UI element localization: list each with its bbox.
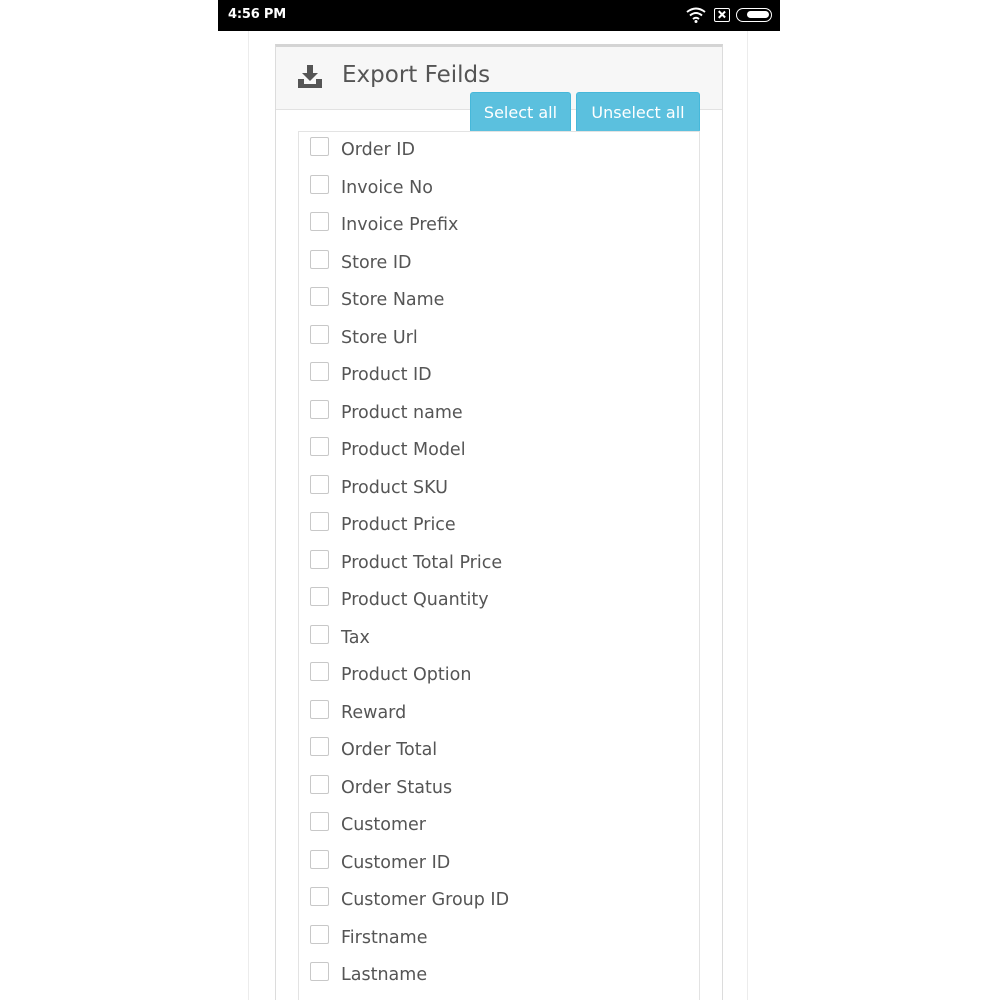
field-checkbox[interactable] xyxy=(310,175,329,194)
field-row[interactable] xyxy=(299,662,697,692)
sim-icon xyxy=(714,8,730,22)
field-row[interactable] xyxy=(299,475,697,505)
field-checkbox[interactable] xyxy=(310,325,329,344)
field-label: Store Name xyxy=(341,290,445,310)
field-row[interactable] xyxy=(299,400,697,430)
field-checkbox[interactable] xyxy=(310,887,329,906)
page-content xyxy=(248,31,748,1000)
field-checkbox[interactable] xyxy=(310,137,329,156)
field-label: Order ID xyxy=(341,140,415,160)
field-label: Product Price xyxy=(341,515,456,535)
phone-screen xyxy=(218,0,780,1000)
field-checkbox[interactable] xyxy=(310,850,329,869)
status-bar xyxy=(218,0,780,31)
field-label: Customer ID xyxy=(341,852,451,873)
field-checkbox[interactable] xyxy=(310,662,329,681)
field-checkbox[interactable] xyxy=(310,925,329,944)
unselect-all-button[interactable]: Unselect all xyxy=(576,92,700,133)
status-time: 4:56 PM xyxy=(228,7,286,22)
panel-title: Export Feilds xyxy=(342,62,491,88)
field-label: Product Option xyxy=(341,665,472,685)
field-row[interactable] xyxy=(299,737,697,767)
field-row[interactable] xyxy=(299,887,697,917)
field-checkbox[interactable] xyxy=(310,475,329,494)
field-row[interactable] xyxy=(299,587,697,617)
field-row[interactable] xyxy=(299,775,697,805)
field-row[interactable] xyxy=(299,812,697,842)
field-label: Product Total Price xyxy=(341,552,503,573)
field-row[interactable] xyxy=(299,250,697,280)
field-checkbox[interactable] xyxy=(310,700,329,719)
status-icons xyxy=(686,6,772,24)
field-label: Invoice Prefix xyxy=(341,215,459,235)
field-row[interactable] xyxy=(299,325,697,355)
field-row[interactable] xyxy=(299,962,697,992)
field-checkbox[interactable] xyxy=(310,512,329,531)
field-checkbox[interactable] xyxy=(310,550,329,569)
field-label: Tax xyxy=(341,627,370,648)
field-label: Store Url xyxy=(341,327,418,348)
field-label: Order Total xyxy=(341,740,438,760)
select-all-button[interactable]: Select all xyxy=(470,92,571,133)
field-checkbox[interactable] xyxy=(310,362,329,381)
wifi-icon xyxy=(686,7,706,23)
field-row[interactable] xyxy=(299,212,697,242)
field-label: Product ID xyxy=(341,365,432,385)
field-checkbox[interactable] xyxy=(310,737,329,756)
download-icon xyxy=(297,65,323,89)
field-label: Order Status xyxy=(341,777,453,798)
field-checkbox-list[interactable] xyxy=(298,131,700,1000)
battery-icon xyxy=(736,8,772,22)
field-row[interactable] xyxy=(299,362,697,392)
field-label: Firstname xyxy=(341,927,428,948)
field-row[interactable] xyxy=(299,512,697,542)
field-checkbox[interactable] xyxy=(310,250,329,269)
field-row[interactable] xyxy=(299,850,697,880)
field-row[interactable] xyxy=(299,550,697,580)
field-checkbox[interactable] xyxy=(310,287,329,306)
field-label: Invoice No xyxy=(341,177,433,198)
field-label: Product Quantity xyxy=(341,590,489,610)
export-fields-panel xyxy=(275,44,723,1000)
field-label: Customer Group ID xyxy=(341,890,510,910)
field-label: Lastname xyxy=(341,965,428,985)
field-checkbox[interactable] xyxy=(310,437,329,456)
field-row[interactable] xyxy=(299,625,697,655)
field-label: Product SKU xyxy=(341,477,448,498)
field-label: Product Model xyxy=(341,440,466,460)
field-row[interactable] xyxy=(299,925,697,955)
field-checkbox[interactable] xyxy=(310,400,329,419)
field-row[interactable] xyxy=(299,137,697,167)
field-label: Reward xyxy=(341,702,407,723)
field-row[interactable] xyxy=(299,437,697,467)
field-row[interactable] xyxy=(299,287,697,317)
field-checkbox[interactable] xyxy=(310,587,329,606)
field-checkbox[interactable] xyxy=(310,812,329,831)
field-checkbox[interactable] xyxy=(310,775,329,794)
field-checkbox[interactable] xyxy=(310,962,329,981)
field-label: Customer xyxy=(341,815,427,835)
field-checkbox[interactable] xyxy=(310,212,329,231)
field-label: Product name xyxy=(341,402,463,423)
field-checkbox[interactable] xyxy=(310,625,329,644)
field-row[interactable] xyxy=(299,700,697,730)
field-label: Store ID xyxy=(341,252,412,273)
field-row[interactable] xyxy=(299,175,697,205)
